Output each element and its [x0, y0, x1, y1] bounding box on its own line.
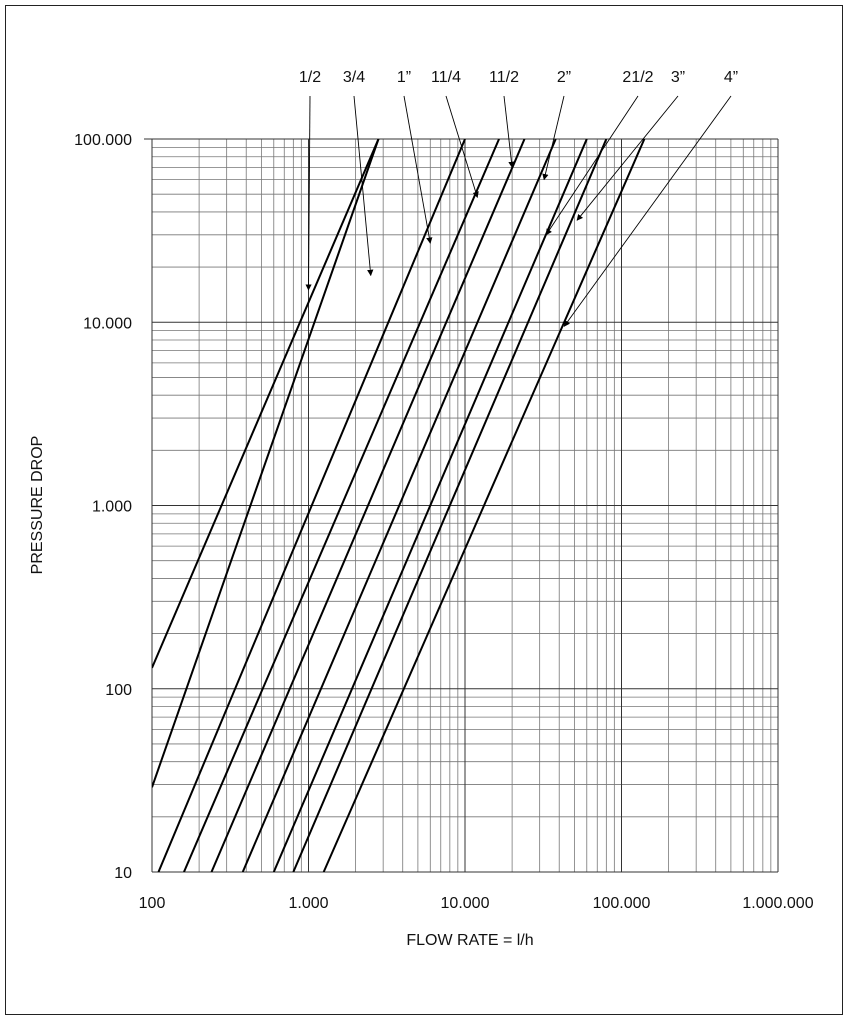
series-line-1 — [152, 139, 378, 787]
series-label-0: 1/2 — [298, 69, 322, 86]
series-label-6: 21/2 — [622, 69, 654, 86]
y-tick-label: 10 — [114, 865, 132, 882]
series-arrow-8 — [564, 96, 731, 326]
series-label-4: 11/2 — [489, 69, 519, 86]
x-tick-label: 10.000 — [440, 895, 490, 912]
series-arrow-7 — [577, 96, 678, 220]
series-line-0 — [152, 139, 378, 668]
y-tick-label: 100 — [105, 681, 132, 699]
series-label-3: 11/4 — [431, 69, 461, 86]
series-arrow-6 — [546, 96, 638, 235]
series-annotations — [299, 69, 738, 326]
series-label-5: 2” — [556, 69, 572, 86]
x-tick-labels — [139, 895, 814, 912]
y-axis-title: PRESSURE DROP — [29, 435, 46, 575]
series-arrow-1 — [354, 96, 371, 275]
series-label-2: 1” — [396, 69, 412, 86]
x-tick-label: 1.000 — [288, 895, 329, 912]
x-tick-label: 1.000.000 — [742, 895, 814, 912]
series-arrow-2 — [404, 96, 430, 243]
series-label-8: 4” — [723, 69, 739, 86]
y-tick-labels — [74, 132, 132, 882]
y-tick-label: 1.000 — [91, 498, 132, 516]
x-tick-label: 100.000 — [592, 895, 651, 912]
series-arrow-3 — [446, 96, 477, 197]
y-tick-label: 10.000 — [83, 315, 132, 333]
y-tick-label: 100.000 — [74, 132, 132, 149]
series-label-1: 3/4 — [342, 69, 366, 86]
x-tick-label: 100 — [138, 895, 166, 912]
series-label-7: 3” — [670, 69, 686, 86]
x-axis-title: FLOW RATE = l/h — [406, 932, 534, 949]
